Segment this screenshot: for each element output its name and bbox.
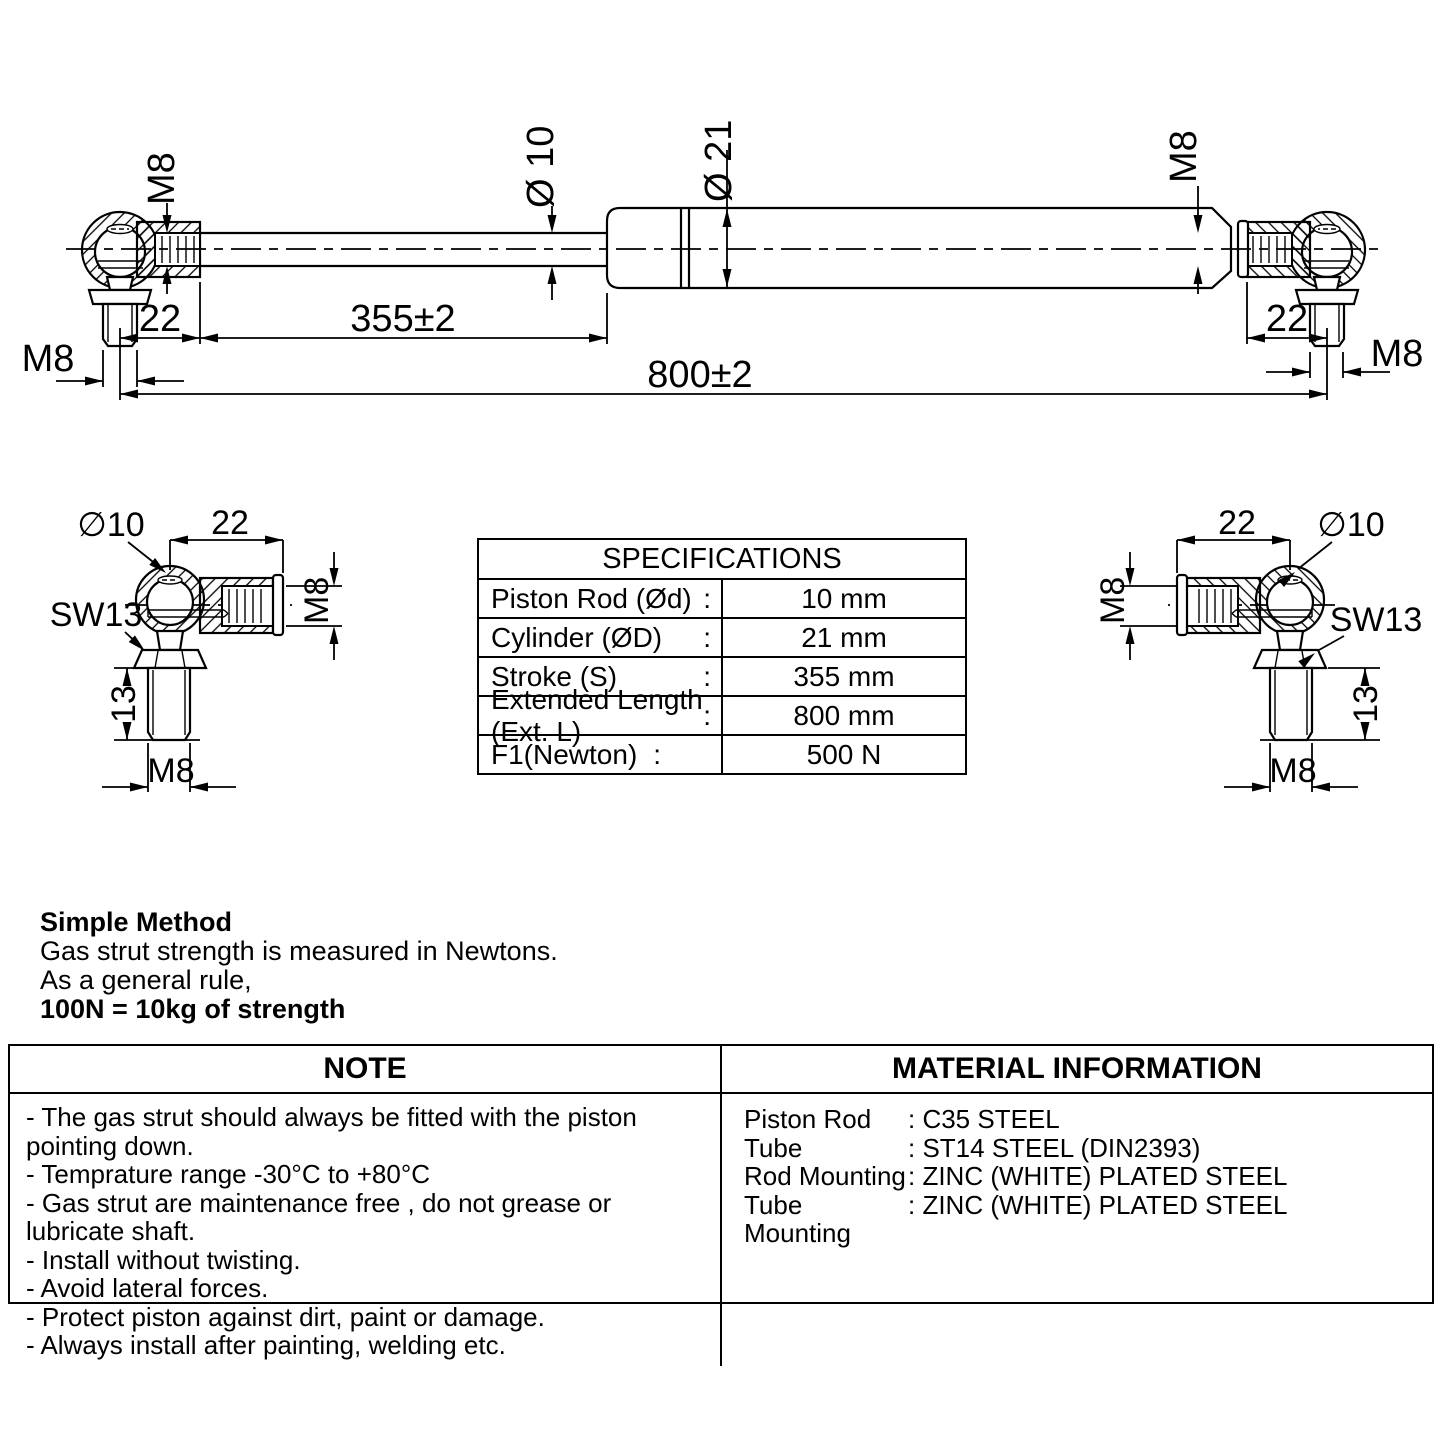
label-stud-length: 13 — [1347, 685, 1385, 723]
note-item: - The gas strut should always be fitted with the piston pointing down. — [26, 1102, 637, 1161]
material-header: MATERIAL INFORMATION — [722, 1046, 1432, 1094]
material-label: Tube Mounting — [744, 1189, 851, 1248]
spec-value: 10 mm — [722, 579, 966, 618]
label-stud-length: 13 — [105, 685, 143, 723]
spec-label: Cylinder (ØD) — [491, 621, 663, 653]
simple-method-line: Gas strut strength is measured in Newtons. — [40, 936, 558, 966]
material-value: : ZINC (WHITE) PLATED STEEL — [908, 1189, 1288, 1220]
spec-label: Piston Rod (Ød) — [491, 582, 692, 614]
material-row — [744, 1162, 1426, 1191]
label-tube-stud-thread: M8 — [1370, 333, 1424, 375]
note-item: - Install without twisting. — [26, 1244, 301, 1275]
label-socket-length: 22 — [211, 504, 249, 542]
note-item: - Protect piston against dirt, paint or damage. — [26, 1301, 545, 1332]
spec-row-force — [478, 735, 966, 774]
label-rod-end-offset: 22 — [138, 298, 182, 340]
spec-row-cylinder — [478, 618, 966, 657]
label-rod-stud-thread: M8 — [21, 338, 75, 380]
end-fitting-detail-left — [30, 490, 450, 820]
material-body — [722, 1094, 1432, 1366]
spec-value: 355 mm — [722, 657, 966, 696]
spec-label: Extended Length (Ext. L) — [491, 683, 703, 747]
spec-label: Stroke (S) — [491, 660, 618, 692]
note-header: NOTE — [10, 1046, 722, 1094]
spec-value: 500 N — [722, 735, 966, 774]
label-tube-socket-thread: M8 — [1163, 130, 1205, 183]
material-row — [744, 1191, 1426, 1248]
spec-table-title: SPECIFICATIONS — [478, 539, 966, 579]
note-item: - Temprature range -30°C to +80°C — [26, 1159, 431, 1189]
spec-value: 21 mm — [722, 618, 966, 657]
label-stroke-length: 355±2 — [350, 298, 456, 340]
spec-colon: : — [653, 738, 662, 770]
material-value: : ZINC (WHITE) PLATED STEEL — [908, 1161, 1288, 1191]
spec-value: 800 mm — [722, 696, 966, 735]
label-ball-diameter: ∅10 — [1317, 506, 1385, 544]
strut-main-drawing — [0, 0, 1445, 440]
note-body — [10, 1094, 722, 1366]
material-value: : C35 STEEL — [908, 1104, 1060, 1134]
label-cylinder-diameter: Ø 21 — [698, 119, 740, 202]
dimension-lines — [1120, 536, 1380, 793]
material-label: Rod Mounting — [744, 1161, 906, 1191]
end-fitting-geometry — [125, 566, 292, 740]
simple-method-title: Simple Method — [40, 907, 233, 937]
label-wrench-size: SW13 — [49, 596, 143, 634]
label-stud-thread: M8 — [1269, 752, 1317, 790]
simple-method-note — [40, 908, 558, 1024]
material-row — [744, 1105, 1426, 1134]
material-value: : ST14 STEEL (DIN2393) — [908, 1132, 1201, 1163]
simple-method-line: As a general rule, — [40, 965, 252, 995]
simple-method-rule: 100N = 10kg of strength — [40, 994, 346, 1024]
material-label: Piston Rod — [744, 1104, 872, 1134]
spec-colon: : — [703, 699, 711, 731]
material-label: Tube — [744, 1132, 803, 1163]
material-row — [744, 1134, 1426, 1163]
label-stud-thread: M8 — [147, 752, 195, 790]
spec-colon: : — [703, 582, 711, 614]
label-socket-thread: M8 — [1094, 576, 1132, 624]
note-item: - Avoid lateral forces. — [26, 1273, 269, 1303]
cylinder-tube — [607, 208, 1248, 288]
spec-row-extended-length — [478, 696, 966, 735]
label-extended-length: 800±2 — [647, 354, 753, 396]
label-socket-length: 22 — [1218, 504, 1256, 542]
label-socket-thread: M8 — [298, 576, 336, 624]
note-item: - Gas strut are maintenance free , do not grease or lubricate shaft. — [26, 1187, 612, 1246]
label-ball-diameter: ∅10 — [77, 506, 145, 544]
spec-label: F1(Newton) — [491, 738, 638, 770]
note-material-table — [8, 1044, 1434, 1360]
spec-title-row — [478, 539, 966, 579]
spec-colon: : — [703, 660, 711, 692]
label-rod-diameter: Ø 10 — [520, 125, 562, 208]
specifications-table — [477, 538, 967, 775]
end-fitting-detail-right — [1010, 490, 1430, 820]
note-item: - Always install after painting, welding etc. — [26, 1330, 506, 1360]
label-rod-socket-thread: M8 — [141, 152, 183, 205]
label-tube-end-offset: 22 — [1265, 298, 1309, 340]
label-wrench-size: SW13 — [1329, 601, 1423, 639]
spec-colon: : — [703, 621, 711, 653]
spec-row-piston-rod — [478, 579, 966, 618]
